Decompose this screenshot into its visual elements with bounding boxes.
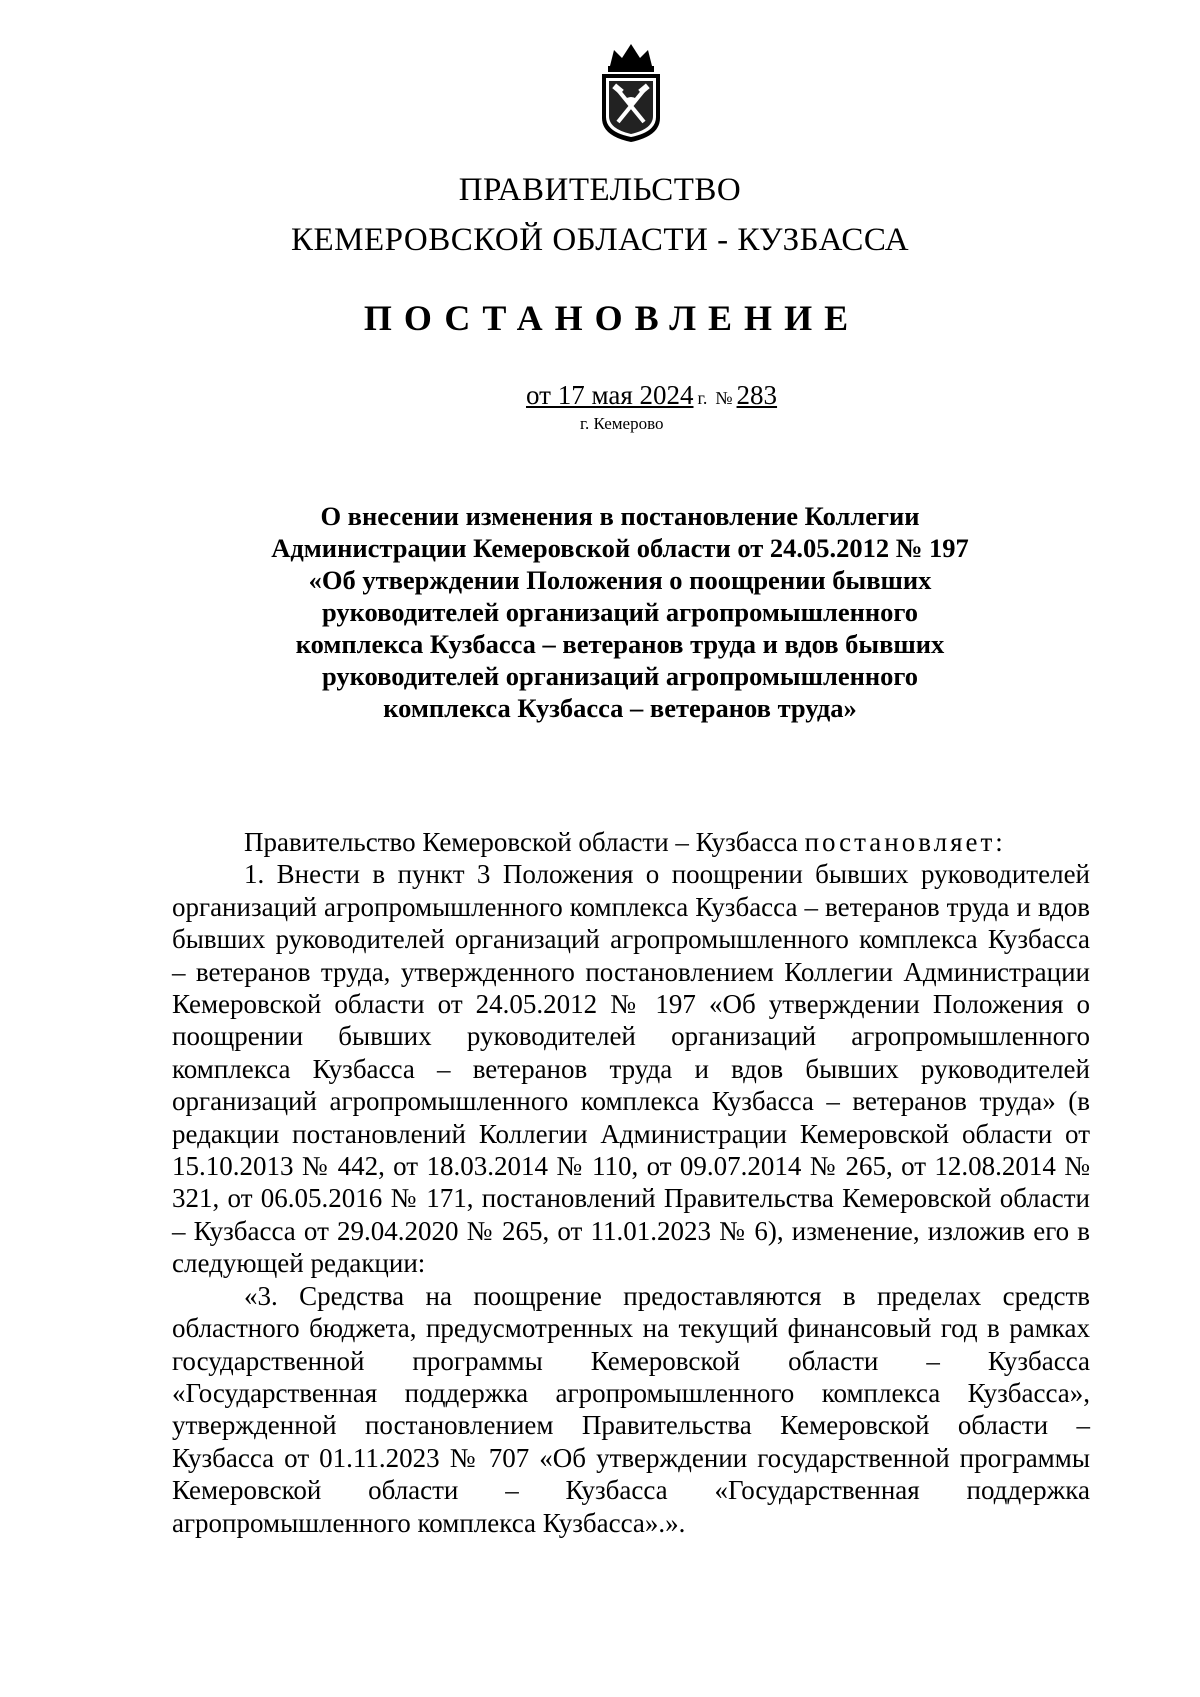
coat-of-arms-icon — [596, 40, 666, 144]
paragraph-2: «3. Средства на поощрение предоставляются в пределах средств областного бюджета, предусмотренных на текущий финансовый год в рамках государственной программы Кемеровской области – Кузбасса «Государственная поддержка агропромышленного комплекса Кузбасса», утвержденной постановлением Правительства Кемеровской области – Кузбасса от 01.11.2023 № 707 «Об утверждении государственной программы Кемеровской области – Кузбасса «Государственная поддержка агропромышленного комплекса Кузбасса».». — [172, 1280, 1090, 1538]
document-title: О внесении изменения в постановление Коллегии Администрации Кемеровской области от 24.05.2012 № 197 «Об утверждении Положения о поощрении бывших руководителей организаций агропромышленного комплекса Кузбасса – ветеранов труда и вдов бывших руководителей организаций агропромышленного комплекса Кузбасса – ветеранов труда» — [271, 501, 969, 723]
document-date: от 17 мая 2024 — [526, 380, 694, 410]
date-number-line — [526, 380, 777, 411]
year-suffix: г. — [697, 388, 708, 408]
document-number: 283 — [736, 380, 778, 410]
preamble-paragraph — [172, 826, 1090, 858]
government-name-line2: КЕМЕРОВСКОЙ ОБЛАСТИ - КУЗБАССА — [290, 222, 910, 258]
document-type: ПОСТАНОВЛЕНИЕ — [363, 298, 861, 338]
government-name-line1: ПРАВИТЕЛЬСТВО — [458, 172, 742, 208]
document-body — [172, 826, 1090, 1539]
resolves-word: постановляет: — [804, 827, 1006, 857]
preamble-text: Правительство Кемеровской области – Кузбасса — [244, 827, 798, 857]
number-sign: № — [715, 388, 733, 408]
city: г. Кемерово — [580, 414, 664, 433]
paragraph-1: 1. Внести в пункт 3 Положения о поощрении бывших руководителей организаций агропромышленного комплекса Кузбасса – ветеранов труда и вдов бывших руководителей организаций агропромышленного комплекса Кузбасса – ветеранов труда, утвержденного постановлением Коллегии Администрации Кемеровской области от 24.05.2012 № 197 «Об утверждении Положения о поощрении бывших руководителей организаций агропромышленного комплекса Кузбасса – ветеранов труда и вдов бывших руководителей организаций агропромышленного комплекса Кузбасса – ветеранов труда» (в редакции постановлений Коллегии Администрации Кемеровской области от 15.10.2013 № 442, от 18.03.2014 № 110, от 09.07.2014 № 265, от 12.08.2014 № 321, от 06.05.2016 № 171, постановлений Правительства Кемеровской области – Кузбасса от 29.04.2020 № 265, от 11.01.2023 № 6), изменение, изложив его в следующей редакции: — [172, 859, 1090, 1279]
